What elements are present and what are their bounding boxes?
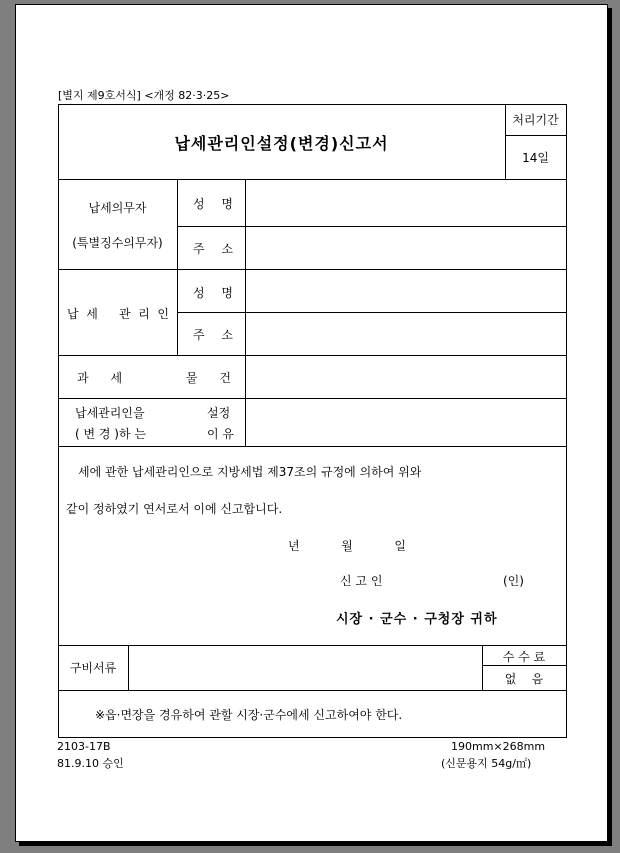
manager-address-label: 주 소 [193, 328, 233, 342]
form-code: 2103-17B [57, 740, 111, 753]
addressee: 시장 · 군수 · 구청장 귀하 [336, 612, 498, 627]
taxpayer-name-field[interactable] [252, 195, 560, 219]
row-line [58, 398, 567, 399]
approval-date: 81.9.10 승인 [57, 757, 124, 770]
row-line [58, 446, 567, 447]
row-line [177, 312, 567, 313]
documents-field[interactable] [134, 652, 476, 684]
row-line [58, 269, 567, 270]
period-divider [505, 135, 566, 136]
processing-period-value: 14일 [522, 151, 549, 165]
documents-top-line [58, 645, 567, 646]
taxpayer-address-label: 주 소 [193, 242, 233, 256]
fee-label: 수 수 료 [502, 650, 546, 664]
taxpayer-label: 납세의무자 [88, 201, 147, 215]
year-label: 년 [288, 539, 300, 553]
title-bottom-line [58, 179, 567, 180]
documents-label-divider [128, 645, 129, 690]
seal-mark: (인) [503, 574, 524, 588]
table-top-border [58, 104, 567, 105]
declaration-line1: 세에 관한 납세관리인으로 지방세법 제37조의 규정에 의하여 위와 [78, 465, 422, 479]
special-withholder-label: (특별징수의무자) [72, 236, 163, 250]
reporter-label: 신 고 인 [340, 574, 383, 588]
table-bottom-border [58, 737, 567, 738]
tax-manager-label: 납 세 관 리 인 [67, 307, 169, 321]
reason-label-line2-right: 이 유 [207, 427, 234, 441]
taxable-object-field[interactable] [252, 366, 560, 390]
notice-text: ※읍·면장을 경유하여 관할 시장·군수에세 신고하여야 한다. [95, 708, 403, 722]
fee-value: 없 음 [504, 672, 544, 686]
page-shadow-right [608, 8, 612, 846]
taxpayer-address-field[interactable] [252, 240, 560, 264]
form-title: 납세관리인설정(변경)신고서 [174, 134, 389, 153]
reason-label-line2-left: ( 변 경 )하 는 [75, 427, 146, 441]
paper-type: (신문용지 54g/㎡) [441, 757, 532, 770]
manager-address-field[interactable] [252, 322, 560, 346]
documents-label: 구비서류 [69, 661, 117, 675]
form-reference: [별지 제9호서식] <개정 82·3·25> [58, 89, 230, 102]
fee-row-line [482, 665, 566, 666]
reason-field[interactable] [252, 410, 560, 438]
day-label: 일 [394, 539, 406, 553]
manager-name-field[interactable] [252, 280, 560, 304]
table-right-border [566, 104, 567, 738]
row-line [177, 226, 567, 227]
label-col-divider [177, 179, 178, 355]
processing-period-label: 처리기간 [512, 113, 559, 127]
manager-name-label: 성 명 [193, 286, 233, 300]
documents-bottom-line [58, 690, 567, 691]
page-shadow-bottom [19, 842, 612, 846]
reason-label-line1-right: 설정 [207, 406, 231, 420]
reason-label-line1-left: 납세관리인을 [75, 406, 145, 420]
taxable-object-label: 과 세 물 건 [77, 371, 231, 385]
date-line [288, 537, 406, 554]
taxpayer-name-label: 성 명 [193, 197, 233, 211]
declaration-line2: 같이 정하였기 연서로서 이에 신고합니다. [66, 502, 283, 516]
paper-size: 190mm×268mm [451, 740, 546, 753]
month-label: 월 [341, 539, 353, 553]
row-line [58, 355, 567, 356]
